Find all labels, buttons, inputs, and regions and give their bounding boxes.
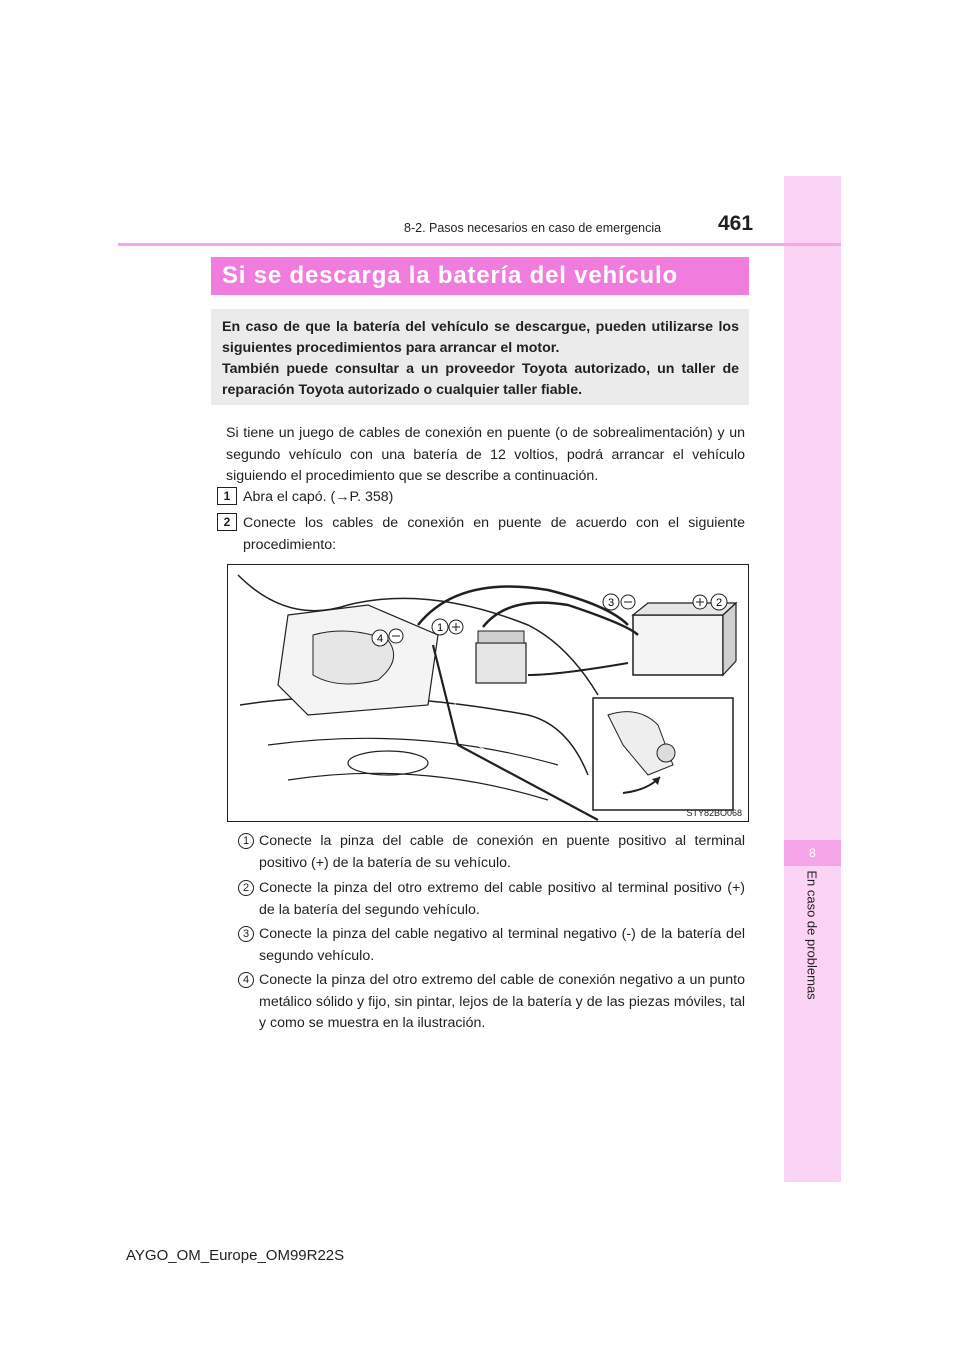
step-badge: 2 <box>217 513 237 531</box>
header-rule <box>118 243 841 246</box>
jump-start-illustration <box>227 564 749 822</box>
intro-box <box>211 309 749 405</box>
callout-4 <box>372 630 388 646</box>
list-item: Conecte la pinza del cable negativo al terminal negativo (-) de la batería del segundo vehículo. <box>259 926 745 964</box>
footer-code: AYGO_OM_Europe_OM99R22S <box>126 1247 345 1264</box>
step-text: Abra el capó. (→P. 358) <box>243 489 394 505</box>
callout-2 <box>711 594 727 610</box>
callout-label: 2 <box>715 597 723 609</box>
body-paragraph: Si tiene un juego de cables de conexión en puente (o de sobrealimentación) y un segundo vehículo con una batería de 12 voltios, podrá arrancar el vehículo siguiendo el procedimiento que se describe a continuación. <box>226 425 745 484</box>
callout-label: 3 <box>607 597 615 609</box>
step-badge: 1 <box>217 487 237 505</box>
section-title: Si se descarga la batería del vehículo <box>211 257 749 295</box>
list-number: 4 <box>238 972 254 988</box>
running-header: 8-2. Pasos necesarios en caso de emergencia <box>404 221 662 235</box>
callout-label: 1 <box>436 622 444 634</box>
callout-label: 4 <box>376 633 384 645</box>
list-number: 2 <box>238 880 254 896</box>
intro-paragraph: También puede consultar a un proveedor Toyota autorizado, un taller de reparación Toyota autorizado o cualquier taller fiable. <box>222 361 739 398</box>
callout-1 <box>432 619 448 635</box>
list-number: 3 <box>238 926 254 942</box>
list-item: Conecte la pinza del otro extremo del cable positivo al terminal positivo (+) de la batería del segundo vehículo. <box>259 880 745 918</box>
figure-code: STY82BO068 <box>686 808 742 818</box>
list-number: 1 <box>238 833 254 849</box>
page-number: 461 <box>718 212 754 235</box>
chapter-label: En caso de problemas <box>804 870 820 1000</box>
intro-paragraph: En caso de que la batería del vehículo se descargue, pueden utilizarse los siguientes procedimientos para arrancar el motor. <box>222 319 739 356</box>
engine-bay-drawing <box>228 565 748 821</box>
list-item: Conecte la pinza del otro extremo del cable de conexión negativo a un punto metálico sólido y fijo, sin pintar, lejos de la batería y de las piezas móviles, tal y como se muestra en la ilustración. <box>259 972 745 1031</box>
callout-3 <box>603 594 619 610</box>
step-text: Conecte los cables de conexión en puente de acuerdo con el siguiente procedimiento: <box>243 515 745 553</box>
chapter-number: 8 <box>784 840 841 866</box>
side-tab-top <box>784 176 841 840</box>
list-item: Conecte la pinza del cable de conexión en puente positivo al terminal positivo (+) de la batería de su vehículo. <box>259 833 745 871</box>
